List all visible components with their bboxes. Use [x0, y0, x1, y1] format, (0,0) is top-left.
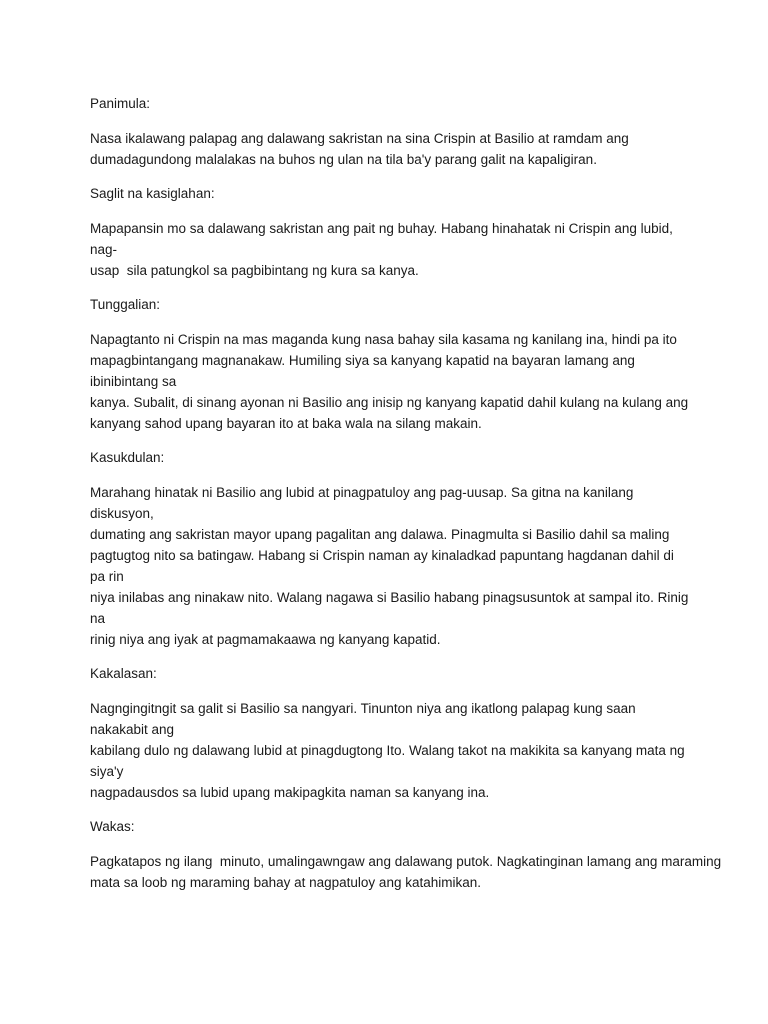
paragraph-line: mapagbintangang magnanakaw. Humiling siya sa kanyang kapatid na bayaran lamang ang ibinibintang sa — [90, 353, 635, 389]
paragraph-line: Napagtanto ni Crispin na mas maganda kung nasa bahay sila kasama ng kanilang ina, hindi pa ito — [90, 332, 677, 347]
section-heading-wakas: Wakas: — [90, 819, 135, 834]
paragraph-line: rinig niya ang iyak at pagmamakaawa ng kanyang kapatid. — [90, 632, 441, 647]
section-paragraph-wakas — [90, 851, 722, 893]
paragraph-line: nagpadausdos sa lubid upang makipagkita naman sa kanyang ina. — [90, 785, 490, 800]
section-heading-tunggalian: Tunggalian: — [90, 297, 161, 312]
section-paragraph-tunggalian — [90, 329, 690, 434]
section-heading-panimula: Panimula: — [90, 96, 151, 111]
document-body — [90, 94, 722, 907]
paragraph-line: Nasa ikalawang palapag ang dalawang sakristan na sina Crispin at Basilio at ramdam ang — [90, 131, 629, 146]
paragraph-line: Marahang hinatak ni Basilio ang lubid at pinagpatuloy ang pag-uusap. Sa gitna na kanilang diskusyon, — [90, 485, 634, 521]
section-paragraph-kakalasan — [90, 698, 690, 803]
paragraph-line: niya inilabas ang ninakaw nito. Walang nagawa si Basilio habang pinagsusuntok at sampal ito. Rinig na — [90, 590, 689, 626]
paragraph-line: Mapapansin mo sa dalawang sakristan ang pait ng buhay. Habang hinahatak ni Crispin ang lubid, nag- — [90, 221, 673, 257]
section-paragraph-saglit-na-kasiglahan — [90, 218, 690, 281]
paragraph-line: mata sa loob ng maraming bahay at nagpatuloy ang katahimikan. — [90, 875, 481, 890]
paragraph-line: pagtugtog nito sa batingaw. Habang si Crispin naman ay kinaladkad papuntang hagdanan dahil di pa rin — [90, 548, 674, 584]
paragraph-line: kabilang dulo ng dalawang lubid at pinagdugtong Ito. Walang takot na makikita sa kanyang mata ng siya'y — [90, 743, 685, 779]
paragraph-line: kanya. Subalit, di sinang ayonan ni Basilio ang inisip ng kanyang kapatid dahil kulang na kulang ang — [90, 395, 689, 410]
paragraph-line: Pagkatapos ng ilang minuto, umalingawngaw ang dalawang putok. Nagkatinginan lamang ang maraming — [90, 854, 722, 869]
section-heading-saglit-na-kasiglahan: Saglit na kasiglahan: — [90, 186, 215, 201]
paragraph-line: Nagngingitngit sa galit si Basilio sa nangyari. Tinunton niya ang ikatlong palapag kung saan nakakabit ang — [90, 701, 636, 737]
section-paragraph-kasukdulan — [90, 482, 690, 650]
paragraph-line: kanyang sahod upang bayaran ito at baka wala na silang makain. — [90, 416, 482, 431]
section-paragraph-panimula — [90, 128, 690, 170]
section-heading-kakalasan: Kakalasan: — [90, 666, 157, 681]
paragraph-line: dumadagundong malalakas na buhos ng ulan na tila ba'y parang galit na kapaligiran. — [90, 152, 597, 167]
paragraph-line: usap sila patungkol sa pagbibintang ng kura sa kanya. — [90, 263, 419, 278]
section-heading-kasukdulan: Kasukdulan: — [90, 450, 165, 465]
paragraph-line: dumating ang sakristan mayor upang pagalitan ang dalawa. Pinagmulta si Basilio dahil sa maling — [90, 527, 670, 542]
